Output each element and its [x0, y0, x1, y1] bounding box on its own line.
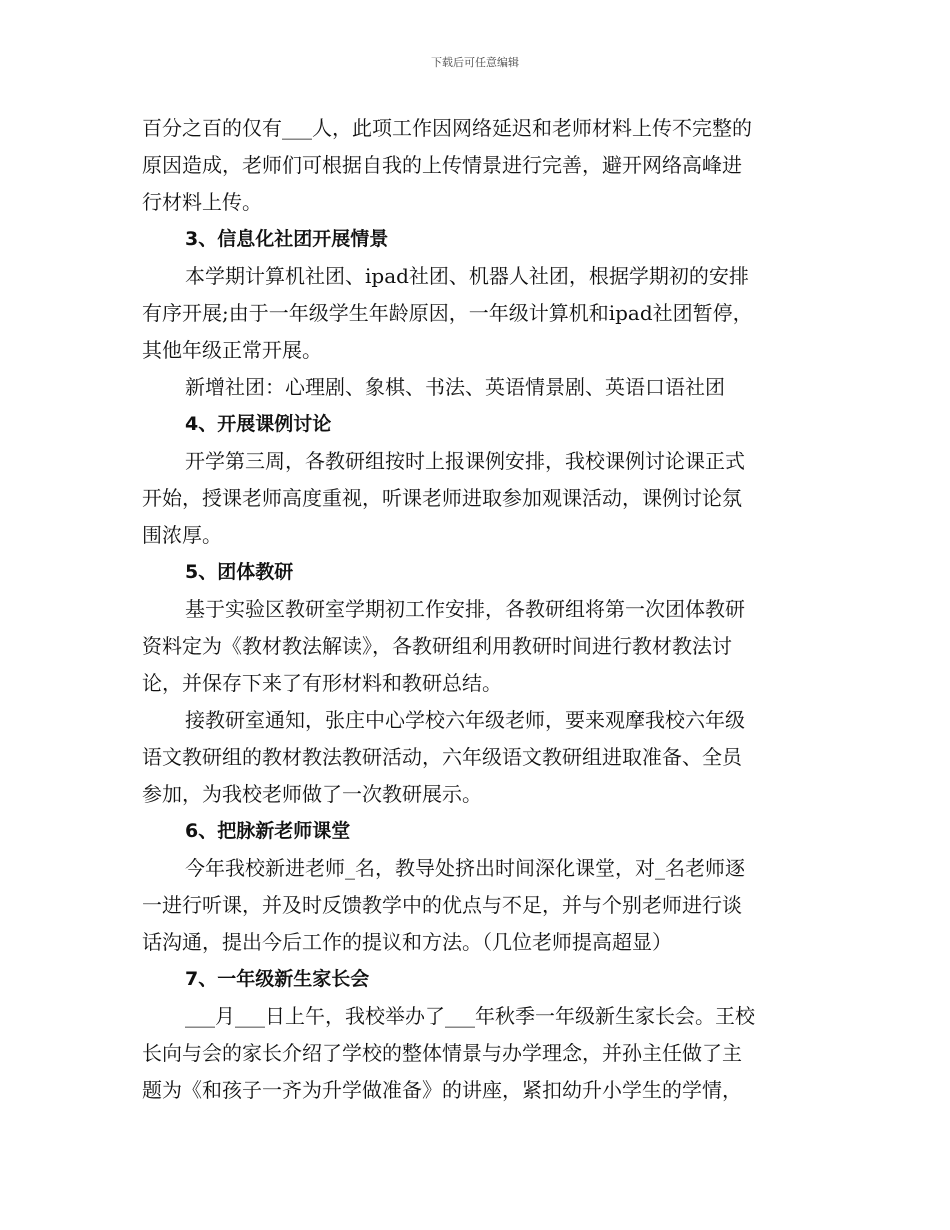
- text-line: 长向与会的家长介绍了学校的整体情景与办学理念，并孙主任做了主: [142, 1041, 742, 1065]
- text-line: 行材料上传。: [142, 190, 262, 214]
- text-line: 资料定为《教材教法解读》，各教研组利用教研时间进行教材教法讨: [142, 634, 732, 658]
- text-line: 原因造成，老师们可根据自我的上传情景进行完善，避开网络高峰进: [142, 153, 742, 177]
- text-line: 围浓厚。: [142, 523, 222, 547]
- page-header-note: 下载后可任意编辑: [431, 56, 519, 69]
- paragraph-upload-status: [142, 110, 822, 221]
- text-line: 论，并保存下来了有形材料和教研总结。: [142, 671, 502, 695]
- text-line: 有序开展;由于一年级学生年龄原因，一年级计算机和ipad社团暂停，: [142, 301, 753, 325]
- text-line: ___月___日上午，我校举办了___年秋季一年级新生家长会。王校: [185, 1004, 755, 1028]
- section-heading-6: 6、把脉新老师课堂: [185, 820, 351, 842]
- text-line: 其他年级正常开展。: [142, 338, 322, 362]
- text-line: 开学第三周，各教研组按时上报课例安排，我校课例讨论课正式: [185, 449, 745, 473]
- text-line: 新增社团：心理剧、象棋、书法、英语情景剧、英语口语社团: [185, 375, 725, 399]
- text-line: 语文教研组的教材教法教研活动，六年级语文教研组进取准备、全员: [142, 745, 742, 769]
- text-line: 题为《和孩子一齐为升学做准备》的讲座，紧扣幼升小学生的学情，: [142, 1078, 742, 1102]
- section-heading-4: 4、开展课例讨论: [185, 413, 332, 435]
- paragraph-new-clubs: [142, 369, 822, 406]
- section-heading-5: 5、团体教研: [185, 561, 294, 583]
- paragraph-group-research: [142, 591, 822, 702]
- section-heading-3: 3、信息化社团开展情景: [185, 228, 389, 250]
- section-heading-7: 7、一年级新生家长会: [185, 968, 370, 990]
- text-line: 一进行听课，并及时反馈教学中的优点与不足，并与个别老师进行谈: [142, 893, 742, 917]
- text-line: 百分之百的仅有___人，此项工作因网络延迟和老师材料上传不完整的: [142, 116, 752, 140]
- paragraph-clubs: [142, 258, 822, 369]
- text-line: 参加，为我校老师做了一次教研展示。: [142, 782, 482, 806]
- paragraph-parent-meeting: [142, 998, 822, 1109]
- paragraph-observation: [142, 702, 822, 813]
- text-line: 开始，授课老师高度重视，听课老师进取参加观课活动，课例讨论氛: [142, 486, 742, 510]
- text-line: 接教研室通知，张庄中心学校六年级老师，要来观摩我校六年级: [185, 708, 745, 732]
- text-line: 话沟通，提出今后工作的提议和方法。（几位老师提高超显）: [142, 930, 672, 954]
- text-line: 今年我校新进老师_名，教导处挤出时间深化课堂，对_名老师逐: [185, 856, 745, 880]
- text-line: 本学期计算机社团、ipad社团、机器人社团，根据学期初的安排: [185, 264, 749, 288]
- paragraph-lesson-discussion: [142, 443, 822, 554]
- document-body: [142, 110, 822, 1109]
- text-line: 基于实验区教研室学期初工作安排，各教研组将第一次团体教研: [185, 597, 745, 621]
- paragraph-new-teachers: [142, 850, 822, 961]
